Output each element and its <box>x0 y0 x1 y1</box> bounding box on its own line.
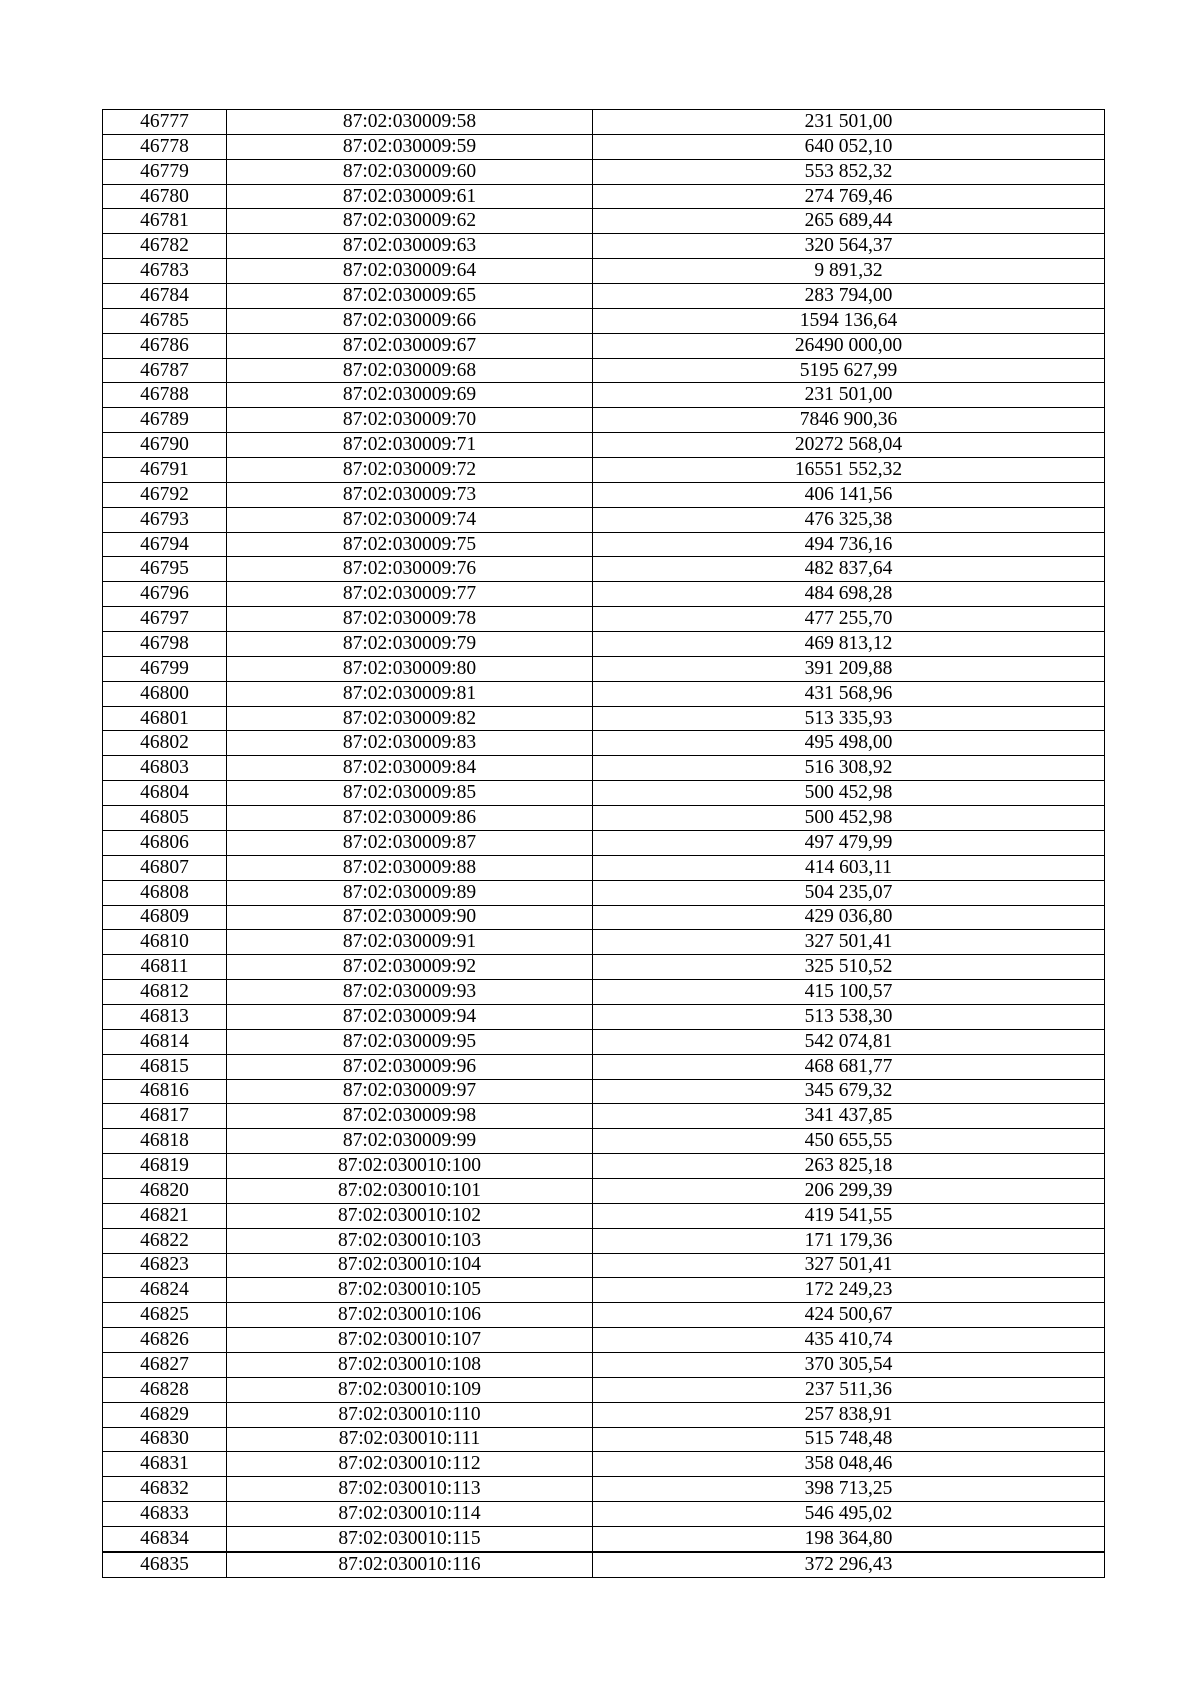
cadastral-number-cell: 87:02:030009:74 <box>227 507 593 532</box>
cadastral-number-cell: 87:02:030009:81 <box>227 681 593 706</box>
cadastral-value-cell: 345 679,32 <box>593 1079 1105 1104</box>
cadastral-number-cell: 87:02:030009:79 <box>227 632 593 657</box>
cadastral-value-cell: 495 498,00 <box>593 731 1105 756</box>
cadastral-number-cell: 87:02:030009:90 <box>227 905 593 930</box>
table-row <box>103 632 1105 657</box>
cadastral-value-cell: 500 452,98 <box>593 806 1105 831</box>
table-row <box>103 1303 1105 1328</box>
table-row <box>103 855 1105 880</box>
cadastral-value-cell: 172 249,23 <box>593 1278 1105 1303</box>
table-row <box>103 458 1105 483</box>
cadastral-number-cell: 87:02:030009:67 <box>227 333 593 358</box>
row-number-cell: 46810 <box>103 930 227 955</box>
table-row <box>103 482 1105 507</box>
cadastral-value-cell: 513 538,30 <box>593 1004 1105 1029</box>
cadastral-number-cell: 87:02:030009:70 <box>227 408 593 433</box>
cadastral-value-cell: 424 500,67 <box>593 1303 1105 1328</box>
row-number-cell: 46808 <box>103 880 227 905</box>
cadastral-number-cell: 87:02:030009:58 <box>227 110 593 135</box>
cadastral-value-cell: 431 568,96 <box>593 681 1105 706</box>
cadastral-value-cell: 500 452,98 <box>593 781 1105 806</box>
cadastral-number-cell: 87:02:030010:111 <box>227 1427 593 1452</box>
row-number-cell: 46806 <box>103 830 227 855</box>
table-row <box>103 830 1105 855</box>
table-row <box>103 209 1105 234</box>
table-row <box>103 582 1105 607</box>
document-sheet <box>102 109 1104 1578</box>
cadastral-number-cell: 87:02:030009:95 <box>227 1029 593 1054</box>
table-row <box>103 1477 1105 1502</box>
cadastral-number-cell: 87:02:030010:102 <box>227 1203 593 1228</box>
cadastral-number-cell: 87:02:030009:60 <box>227 159 593 184</box>
cadastral-value-cell: 16551 552,32 <box>593 458 1105 483</box>
table-row <box>103 1029 1105 1054</box>
table-row <box>103 656 1105 681</box>
cadastral-value-cell: 542 074,81 <box>593 1029 1105 1054</box>
cadastral-value-cell: 414 603,11 <box>593 855 1105 880</box>
cadastral-value-cell: 391 209,88 <box>593 656 1105 681</box>
table-row <box>103 184 1105 209</box>
table-row <box>103 880 1105 905</box>
cadastral-value-cell: 237 511,36 <box>593 1377 1105 1402</box>
cadastral-value-cell: 325 510,52 <box>593 955 1105 980</box>
table-row <box>103 259 1105 284</box>
row-number-cell: 46782 <box>103 234 227 259</box>
cadastral-value-cell: 435 410,74 <box>593 1328 1105 1353</box>
cadastral-value-cell: 468 681,77 <box>593 1054 1105 1079</box>
cadastral-value-cell: 429 036,80 <box>593 905 1105 930</box>
cadastral-number-cell: 87:02:030009:63 <box>227 234 593 259</box>
row-number-cell: 46785 <box>103 308 227 333</box>
row-number-cell: 46798 <box>103 632 227 657</box>
cadastral-value-cell: 358 048,46 <box>593 1452 1105 1477</box>
row-number-cell: 46802 <box>103 731 227 756</box>
cadastral-number-cell: 87:02:030010:100 <box>227 1154 593 1179</box>
cadastral-number-cell: 87:02:030009:59 <box>227 134 593 159</box>
cadastral-number-cell: 87:02:030010:114 <box>227 1502 593 1527</box>
table-row <box>103 1178 1105 1203</box>
cadastral-number-cell: 87:02:030009:75 <box>227 532 593 557</box>
row-number-cell: 46799 <box>103 656 227 681</box>
row-number-cell: 46789 <box>103 408 227 433</box>
row-number-cell: 46811 <box>103 955 227 980</box>
row-number-cell: 46819 <box>103 1154 227 1179</box>
cadastral-number-cell: 87:02:030009:89 <box>227 880 593 905</box>
row-number-cell: 46818 <box>103 1129 227 1154</box>
row-number-cell: 46824 <box>103 1278 227 1303</box>
row-number-cell: 46788 <box>103 383 227 408</box>
row-number-cell: 46821 <box>103 1203 227 1228</box>
table-row <box>103 134 1105 159</box>
row-number-cell: 46820 <box>103 1178 227 1203</box>
table-row <box>103 731 1105 756</box>
table-row <box>103 1004 1105 1029</box>
cadastral-number-cell: 87:02:030010:115 <box>227 1526 593 1551</box>
cadastral-value-cell: 415 100,57 <box>593 980 1105 1005</box>
cadastral-value-cell: 206 299,39 <box>593 1178 1105 1203</box>
row-number-cell: 46779 <box>103 159 227 184</box>
cadastral-value-cell: 450 655,55 <box>593 1129 1105 1154</box>
row-number-cell: 46827 <box>103 1352 227 1377</box>
cadastral-value-cell: 513 335,93 <box>593 706 1105 731</box>
table-row <box>103 557 1105 582</box>
cadastral-value-cell: 497 479,99 <box>593 830 1105 855</box>
cadastral-number-cell: 87:02:030010:104 <box>227 1253 593 1278</box>
table-row <box>103 905 1105 930</box>
row-number-cell: 46833 <box>103 1502 227 1527</box>
row-number-cell: 46825 <box>103 1303 227 1328</box>
table-row <box>103 1352 1105 1377</box>
row-number-cell: 46822 <box>103 1228 227 1253</box>
row-number-cell: 46792 <box>103 482 227 507</box>
cadastral-number-cell: 87:02:030009:72 <box>227 458 593 483</box>
cadastral-value-cell: 327 501,41 <box>593 930 1105 955</box>
cadastral-number-cell: 87:02:030009:76 <box>227 557 593 582</box>
row-number-cell: 46828 <box>103 1377 227 1402</box>
cadastral-number-cell: 87:02:030009:71 <box>227 433 593 458</box>
cadastral-number-cell: 87:02:030009:69 <box>227 383 593 408</box>
cadastral-value-cell: 482 837,64 <box>593 557 1105 582</box>
cadastral-value-cell: 546 495,02 <box>593 1502 1105 1527</box>
cadastral-number-cell: 87:02:030010:107 <box>227 1328 593 1353</box>
cadastral-number-cell: 87:02:030009:98 <box>227 1104 593 1129</box>
cadastral-value-cell: 327 501,41 <box>593 1253 1105 1278</box>
table-row <box>103 980 1105 1005</box>
cadastral-number-cell: 87:02:030009:84 <box>227 756 593 781</box>
cadastral-value-cell: 476 325,38 <box>593 507 1105 532</box>
table-row <box>103 383 1105 408</box>
row-number-cell: 46814 <box>103 1029 227 1054</box>
row-number-cell: 46807 <box>103 855 227 880</box>
table-row <box>103 1377 1105 1402</box>
cadastral-value-cell: 1594 136,64 <box>593 308 1105 333</box>
row-number-cell: 46830 <box>103 1427 227 1452</box>
cadastral-number-cell: 87:02:030009:86 <box>227 806 593 831</box>
table-row <box>103 706 1105 731</box>
row-number-cell: 46834 <box>103 1526 227 1551</box>
cadastral-number-cell: 87:02:030010:109 <box>227 1377 593 1402</box>
cadastral-number-cell: 87:02:030009:96 <box>227 1054 593 1079</box>
row-number-cell: 46777 <box>103 110 227 135</box>
table-row <box>103 507 1105 532</box>
row-number-cell: 46816 <box>103 1079 227 1104</box>
cadastral-value-cell: 516 308,92 <box>593 756 1105 781</box>
cadastral-value-cell: 263 825,18 <box>593 1154 1105 1179</box>
cadastral-value-cell: 320 564,37 <box>593 234 1105 259</box>
row-number-cell: 46800 <box>103 681 227 706</box>
table-row <box>103 1253 1105 1278</box>
row-number-cell: 46794 <box>103 532 227 557</box>
row-number-cell: 46829 <box>103 1402 227 1427</box>
cadastral-value-cell: 372 296,43 <box>593 1552 1105 1577</box>
row-number-cell: 46801 <box>103 706 227 731</box>
table-row <box>103 1154 1105 1179</box>
table-row <box>103 1402 1105 1427</box>
cadastral-value-cell: 198 364,80 <box>593 1526 1105 1551</box>
row-number-cell: 46780 <box>103 184 227 209</box>
table-row <box>103 433 1105 458</box>
row-number-cell: 46790 <box>103 433 227 458</box>
cadastral-number-cell: 87:02:030010:105 <box>227 1278 593 1303</box>
table-row <box>103 408 1105 433</box>
cadastral-number-cell: 87:02:030009:82 <box>227 706 593 731</box>
cadastral-number-cell: 87:02:030009:83 <box>227 731 593 756</box>
row-number-cell: 46803 <box>103 756 227 781</box>
row-number-cell: 46796 <box>103 582 227 607</box>
row-number-cell: 46797 <box>103 607 227 632</box>
table-row <box>103 756 1105 781</box>
cadastral-number-cell: 87:02:030009:61 <box>227 184 593 209</box>
table-row <box>103 1079 1105 1104</box>
cadastral-number-cell: 87:02:030009:99 <box>227 1129 593 1154</box>
cadastral-value-cell: 341 437,85 <box>593 1104 1105 1129</box>
cadastral-number-cell: 87:02:030009:88 <box>227 855 593 880</box>
cadastral-value-cell: 515 748,48 <box>593 1427 1105 1452</box>
cadastral-number-cell: 87:02:030009:68 <box>227 358 593 383</box>
row-number-cell: 46783 <box>103 259 227 284</box>
table-row <box>103 1502 1105 1527</box>
table-row <box>103 1552 1105 1577</box>
table-row <box>103 1104 1105 1129</box>
cadastral-value-cell: 171 179,36 <box>593 1228 1105 1253</box>
cadastral-value-cell: 484 698,28 <box>593 582 1105 607</box>
cadastral-value-cell: 370 305,54 <box>593 1352 1105 1377</box>
table-row <box>103 1054 1105 1079</box>
cadastral-number-cell: 87:02:030009:73 <box>227 482 593 507</box>
cadastral-number-cell: 87:02:030009:80 <box>227 656 593 681</box>
row-number-cell: 46804 <box>103 781 227 806</box>
table-row <box>103 358 1105 383</box>
row-number-cell: 46805 <box>103 806 227 831</box>
cadastral-value-cell: 20272 568,04 <box>593 433 1105 458</box>
row-number-cell: 46784 <box>103 284 227 309</box>
row-number-cell: 46832 <box>103 1477 227 1502</box>
cadastral-value-cell: 283 794,00 <box>593 284 1105 309</box>
cadastral-number-cell: 87:02:030010:101 <box>227 1178 593 1203</box>
cadastral-number-cell: 87:02:030009:97 <box>227 1079 593 1104</box>
table-row <box>103 159 1105 184</box>
cadastral-number-cell: 87:02:030010:110 <box>227 1402 593 1427</box>
cadastral-number-cell: 87:02:030010:108 <box>227 1352 593 1377</box>
table-row <box>103 333 1105 358</box>
cadastral-value-cell: 231 501,00 <box>593 383 1105 408</box>
row-number-cell: 46787 <box>103 358 227 383</box>
table-row <box>103 781 1105 806</box>
cadastral-number-cell: 87:02:030010:106 <box>227 1303 593 1328</box>
row-number-cell: 46817 <box>103 1104 227 1129</box>
row-number-cell: 46791 <box>103 458 227 483</box>
cadastral-value-cell: 26490 000,00 <box>593 333 1105 358</box>
row-number-cell: 46835 <box>103 1552 227 1577</box>
cadastral-number-cell: 87:02:030009:91 <box>227 930 593 955</box>
cadastral-value-cell: 257 838,91 <box>593 1402 1105 1427</box>
cadastral-value-cell: 477 255,70 <box>593 607 1105 632</box>
table-row <box>103 284 1105 309</box>
cadastral-number-cell: 87:02:030009:94 <box>227 1004 593 1029</box>
cadastral-value-cell: 5195 627,99 <box>593 358 1105 383</box>
table-row <box>103 1129 1105 1154</box>
cadastral-value-cell: 469 813,12 <box>593 632 1105 657</box>
cadastral-value-cell: 419 541,55 <box>593 1203 1105 1228</box>
table-row <box>103 532 1105 557</box>
cadastral-number-cell: 87:02:030009:78 <box>227 607 593 632</box>
cadastral-value-cell: 406 141,56 <box>593 482 1105 507</box>
row-number-cell: 46795 <box>103 557 227 582</box>
row-number-cell: 46823 <box>103 1253 227 1278</box>
row-number-cell: 46809 <box>103 905 227 930</box>
table-body <box>103 110 1105 1578</box>
cadastral-value-cell: 494 736,16 <box>593 532 1105 557</box>
table-row <box>103 1526 1105 1551</box>
cadastral-value-cell: 7846 900,36 <box>593 408 1105 433</box>
cadastral-number-cell: 87:02:030010:113 <box>227 1477 593 1502</box>
table-row <box>103 1203 1105 1228</box>
cadastral-value-cell: 231 501,00 <box>593 110 1105 135</box>
cadastral-number-cell: 87:02:030009:85 <box>227 781 593 806</box>
table-row <box>103 308 1105 333</box>
table-row <box>103 1278 1105 1303</box>
cadastral-number-cell: 87:02:030009:64 <box>227 259 593 284</box>
cadastral-number-cell: 87:02:030009:65 <box>227 284 593 309</box>
cadastral-value-cell: 265 689,44 <box>593 209 1105 234</box>
cadastral-value-cell: 504 235,07 <box>593 880 1105 905</box>
table-row <box>103 806 1105 831</box>
row-number-cell: 46781 <box>103 209 227 234</box>
row-number-cell: 46815 <box>103 1054 227 1079</box>
table-row <box>103 1452 1105 1477</box>
cadastral-value-cell: 553 852,32 <box>593 159 1105 184</box>
row-number-cell: 46778 <box>103 134 227 159</box>
row-number-cell: 46793 <box>103 507 227 532</box>
cadastral-value-cell: 9 891,32 <box>593 259 1105 284</box>
cadastral-value-table <box>102 109 1105 1578</box>
cadastral-number-cell: 87:02:030010:103 <box>227 1228 593 1253</box>
cadastral-number-cell: 87:02:030010:112 <box>227 1452 593 1477</box>
row-number-cell: 46826 <box>103 1328 227 1353</box>
table-row <box>103 955 1105 980</box>
cadastral-value-cell: 398 713,25 <box>593 1477 1105 1502</box>
row-number-cell: 46831 <box>103 1452 227 1477</box>
table-row <box>103 607 1105 632</box>
table-row <box>103 1228 1105 1253</box>
cadastral-number-cell: 87:02:030009:87 <box>227 830 593 855</box>
cadastral-value-cell: 640 052,10 <box>593 134 1105 159</box>
table-row <box>103 1427 1105 1452</box>
row-number-cell: 46786 <box>103 333 227 358</box>
cadastral-number-cell: 87:02:030010:116 <box>227 1552 593 1577</box>
cadastral-number-cell: 87:02:030009:92 <box>227 955 593 980</box>
cadastral-number-cell: 87:02:030009:93 <box>227 980 593 1005</box>
row-number-cell: 46812 <box>103 980 227 1005</box>
table-row <box>103 681 1105 706</box>
table-row <box>103 1328 1105 1353</box>
table-row <box>103 930 1105 955</box>
cadastral-number-cell: 87:02:030009:62 <box>227 209 593 234</box>
table-row <box>103 110 1105 135</box>
row-number-cell: 46813 <box>103 1004 227 1029</box>
table-row <box>103 234 1105 259</box>
cadastral-number-cell: 87:02:030009:77 <box>227 582 593 607</box>
cadastral-number-cell: 87:02:030009:66 <box>227 308 593 333</box>
cadastral-value-cell: 274 769,46 <box>593 184 1105 209</box>
